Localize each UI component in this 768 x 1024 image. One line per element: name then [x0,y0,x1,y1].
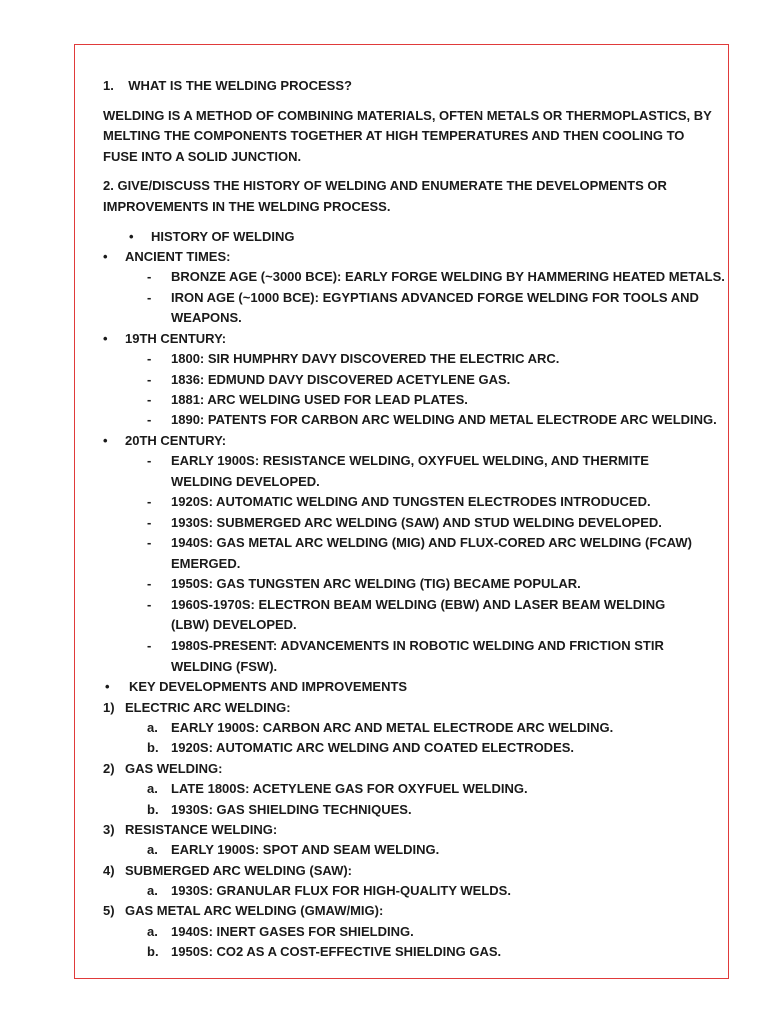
bullet-marker: • [105,679,110,695]
history-item [103,533,714,574]
list-item-text: 1940S: GAS METAL ARC WELDING (MIG) AND FLUX-CORED ARC WELDING (FCAW) EMERGED. [171,535,692,571]
list-item-text: 1930S: GAS SHIELDING TECHNIQUES. [171,801,412,817]
development-group [103,759,714,779]
development-group [103,901,714,921]
list-marker: a. [147,781,158,797]
question-1-heading: 1. WHAT IS THE WELDING PROCESS? [103,78,352,93]
list-marker: a. [147,842,158,858]
list-item-text: EARLY 1900S: RESISTANCE WELDING, OXYFUEL WELDING, AND THERMITE WELDING DEVELOPED. [171,453,649,489]
list-marker: • [103,432,108,448]
history-sections [103,247,725,677]
list-item-text: 1980S-PRESENT: ADVANCEMENTS IN ROBOTIC WELDING AND FRICTION STIR WELDING (FSW). [171,638,664,674]
list-item-text: SUBMERGED ARC WELDING (SAW): [125,862,353,878]
list-marker: - [147,412,152,428]
development-item [103,738,714,758]
list-item-text: IRON AGE (~1000 BCE): EGYPTIANS ADVANCED FORGE WELDING FOR TOOLS AND WEAPONS. [171,289,699,326]
list-marker: 1) [103,699,115,715]
history-item [103,636,714,677]
list-marker: - [147,494,152,510]
list-marker: - [147,576,152,592]
list-item-text: 1890: PATENTS FOR CARBON ARC WELDING AND METAL ELECTRODE ARC WELDING. [171,412,717,428]
list-marker: - [147,269,152,285]
developments-sections [103,698,714,963]
list-item-text: 1960S-1970S: ELECTRON BEAM WELDING (EBW) AND LASER BEAM WELDING (LBW) DEVELOPED. [171,596,666,633]
history-item [103,267,725,287]
list-marker: - [147,289,152,305]
list-item-text: 1950S: GAS TUNGSTEN ARC WELDING (TIG) BECAME POPULAR. [171,576,581,592]
development-item [103,840,714,860]
development-item [103,800,714,820]
list-item-text: EARLY 1900S: SPOT AND SEAM WELDING. [171,842,440,858]
question-2-heading: 2. GIVE/DISCUSS THE HISTORY OF WELDING AND ENUMERATE THE DEVELOPMENTS OR IMPROVEMENTS IN THE WELDING PROCESS. [103,178,667,214]
history-item [103,513,714,533]
list-marker: - [147,453,152,469]
development-group [103,820,714,840]
list-marker: - [147,535,152,551]
list-item-text: GAS METAL ARC WELDING (GMAW/MIG): [125,903,384,919]
document-content [103,76,725,963]
list-marker: a. [147,923,158,939]
list-item-text: EARLY 1900S: CARBON ARC AND METAL ELECTRODE ARC WELDING. [171,719,614,735]
history-section-ancient [103,247,714,267]
list-item-text: GAS WELDING: [125,760,223,776]
history-item [103,390,714,410]
history-section-c20 [103,431,714,451]
list-item-text: 1940S: INERT GASES FOR SHIELDING. [171,923,414,939]
list-marker: - [147,638,152,653]
list-item-text: 1881: ARC WELDING USED FOR LEAD PLATES. [171,392,468,408]
list-marker: 3) [103,821,115,837]
history-item [103,370,714,390]
history-title-row [103,227,714,247]
development-group [103,861,714,881]
history-title: HISTORY OF WELDING [151,228,295,244]
history-item [103,492,714,512]
development-item [103,922,714,942]
bullet-marker: • [129,228,134,244]
list-item-text: 20TH CENTURY: [125,432,227,448]
list-marker: • [103,248,108,264]
history-item [103,349,714,369]
list-item-text: ELECTRIC ARC WELDING: [125,699,291,715]
development-item [103,779,714,799]
list-item-text: 19TH CENTURY: [125,330,227,346]
list-marker: a. [147,883,158,899]
history-item [103,574,714,594]
question-1-answer: WELDING IS A METHOD OF COMBINING MATERIALS, OFTEN METALS OR THERMOPLASTICS, BY MELTING THE COMPONENTS TOGETHER AT HIGH TEMPERATURES AND THEN COOLING TO FUSE INTO A SOLID JUNCTION. [103,107,712,164]
developments-title-row [103,677,714,697]
list-marker: 5) [103,903,115,919]
development-item [103,942,714,962]
list-marker: 2) [103,760,115,776]
list-item-text: 1836: EDMUND DAVY DISCOVERED ACETYLENE GAS. [171,371,511,387]
history-item [103,410,717,430]
list-item-text: 1920S: AUTOMATIC WELDING AND TUNGSTEN ELECTRODES INTRODUCED. [171,494,651,510]
list-marker: b. [147,801,159,817]
list-item-text: BRONZE AGE (~3000 BCE): EARLY FORGE WELDING BY HAMMERING HEATED METALS. [171,269,725,285]
list-marker: - [147,392,152,408]
list-marker: - [147,351,152,367]
list-item-text: LATE 1800S: ACETYLENE GAS FOR OXYFUEL WELDING. [171,781,528,797]
list-item-text: ANCIENT TIMES: [125,248,231,264]
list-marker: • [103,330,108,346]
list-marker: b. [147,944,159,960]
development-item [103,718,714,738]
list-item-text: 1800: SIR HUMPHRY DAVY DISCOVERED THE ELECTRIC ARC. [171,351,560,367]
document-page [74,44,729,979]
list-item-text: 1930S: SUBMERGED ARC WELDING (SAW) AND STUD WELDING DEVELOPED. [171,514,662,530]
list-item-text: 1950S: CO2 AS A COST-EFFECTIVE SHIELDING GAS. [171,944,502,960]
list-item-text: 1930S: GRANULAR FLUX FOR HIGH-QUALITY WELDS. [171,883,511,899]
history-item [103,288,714,329]
list-marker: - [147,371,152,387]
history-section-c19 [103,329,714,349]
list-marker: a. [147,719,158,735]
list-marker: 4) [103,862,115,878]
development-item [103,881,714,901]
list-marker: - [147,596,152,612]
history-item [103,595,714,636]
list-marker: b. [147,740,159,756]
history-item [103,451,714,492]
list-marker: - [147,514,152,530]
list-item-text: RESISTANCE WELDING: [125,821,278,837]
developments-title: KEY DEVELOPMENTS AND IMPROVEMENTS [129,679,408,695]
list-item-text: 1920S: AUTOMATIC ARC WELDING AND COATED ELECTRODES. [171,740,575,756]
development-group [103,698,714,718]
